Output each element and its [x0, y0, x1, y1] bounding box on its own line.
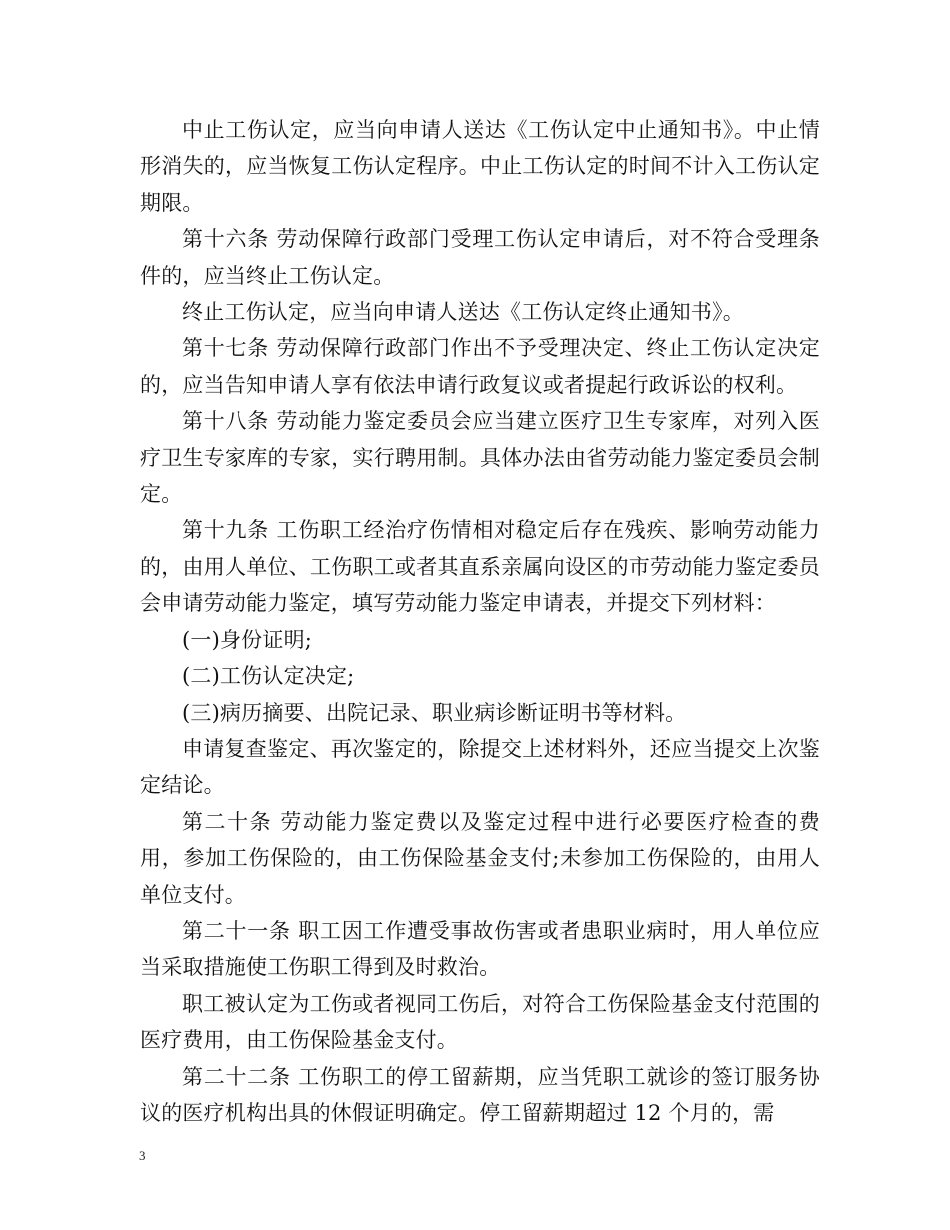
list-item-identity-proof: (一)身份证明; — [182, 627, 313, 652]
page-number: 3 — [139, 1148, 146, 1163]
paragraph-article-16: 第十六条 劳动保障行政部门受理工伤认定申请后，对不符合受理条件的，应当终止工伤认定。 — [140, 227, 820, 288]
paragraph-suspension-notice: 中止工伤认定，应当向申请人送达《工伤认定中止通知书》。中止情形消失的，应当恢复工伤认定程序。中止工伤认定的时间不计入工伤认定期限。 — [140, 118, 820, 215]
paragraph-article-17: 第十七条 劳动保障行政部门作出不予受理决定、终止工伤认定决定的，应当告知申请人享有依法申请行政复议或者提起行政诉讼的权利。 — [140, 336, 820, 397]
paragraph-article-20: 第二十条 劳动能力鉴定费以及鉴定过程中进行必要医疗检查的费用，参加工伤保险的，由工伤保险基金支付;未参加工伤保险的，由用人单位支付。 — [140, 809, 820, 907]
paragraph-article-19: 第十九条 工伤职工经治疗伤情相对稳定后存在残疾、影响劳动能力的，由用人单位、工伤职工或者其直系亲属向设区的市劳动能力鉴定委员会申请劳动能力鉴定，填写劳动能力鉴定申请表，并提交下列材料： — [140, 518, 820, 616]
paragraph-article-21: 第二十一条 职工因工作遭受事故伤害或者患职业病时，用人单位应当采取措施使工伤职工得到及时救治。 — [140, 918, 820, 980]
paragraph-article-22: 第二十二条 工伤职工的停工留薪期，应当凭职工就诊的签订服务协议的医疗机构出具的休假证明确定。停工留薪期超过 12 个月的，需 — [140, 1064, 820, 1125]
list-item-medical-records: (三)病历摘要、出院记录、职业病诊断证明书等材料。 — [182, 700, 687, 725]
list-item-injury-decision: (二)工伤认定决定; — [182, 664, 355, 689]
paragraph-reexamination: 申请复查鉴定、再次鉴定的，除提交上述材料外，还应当提交上次鉴定结论。 — [140, 736, 820, 798]
paragraph-termination-notice: 终止工伤认定，应当向申请人送达《工伤认定终止通知书》。 — [182, 300, 744, 325]
document-body — [140, 112, 820, 1131]
paragraph-medical-costs: 职工被认定为工伤或者视同工伤后，对符合工伤保险基金支付范围的医疗费用，由工伤保险基金支付。 — [140, 991, 820, 1053]
paragraph-article-18: 第十八条 劳动能力鉴定委员会应当建立医疗卫生专家库，对列入医疗卫生专家库的专家，实行聘用制。具体办法由省劳动能力鉴定委员会制定。 — [140, 409, 820, 507]
